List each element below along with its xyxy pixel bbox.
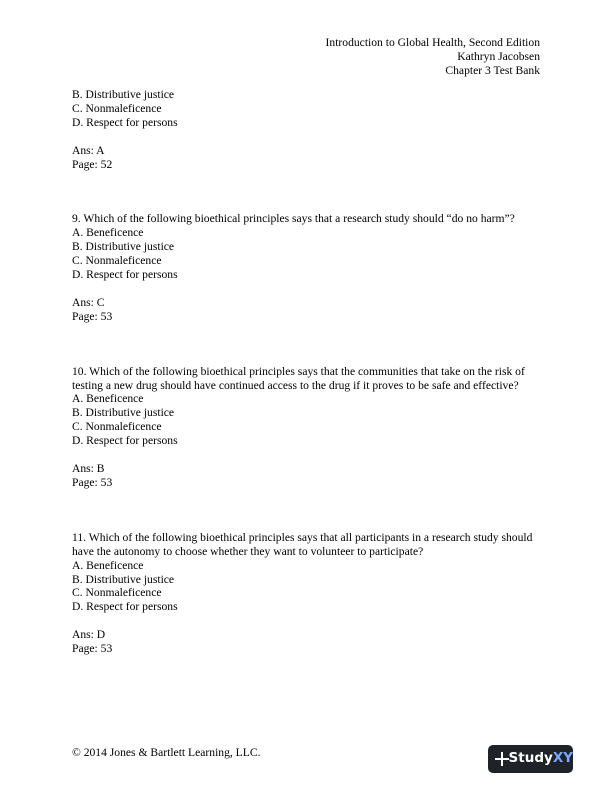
copyright-footer: © 2014 Jones & Bartlett Learning, LLC. bbox=[72, 746, 261, 759]
answer-option: D. Respect for persons bbox=[72, 115, 178, 129]
answer-option: D. Respect for persons bbox=[72, 434, 178, 448]
answer-option: C. Nonmaleficence bbox=[72, 420, 162, 434]
answer-key: Ans: C bbox=[72, 295, 105, 309]
answer-key: Ans: A bbox=[72, 143, 105, 157]
answer-option: C. Nonmaleficence bbox=[72, 101, 162, 115]
answer-option: B. Distributive justice bbox=[72, 572, 175, 586]
question-10 bbox=[72, 365, 542, 490]
question-text: 9. Which of the following bioethical principles says that a research study should “do no harm”? bbox=[72, 212, 515, 226]
page-reference: Page: 52 bbox=[72, 157, 113, 171]
page-reference: Page: 53 bbox=[72, 642, 113, 656]
book-title: Introduction to Global Health, Second Edition bbox=[325, 36, 540, 49]
brand-name: Study bbox=[508, 750, 553, 767]
page-reference: Page: 53 bbox=[72, 309, 113, 323]
page-reference: Page: 53 bbox=[72, 475, 113, 489]
answer-option: A. Beneficence bbox=[72, 558, 144, 572]
answer-option: A. Beneficence bbox=[72, 226, 144, 240]
page-header bbox=[326, 36, 540, 78]
answer-option: B. Distributive justice bbox=[72, 88, 175, 101]
question-text: 11. Which of the following bioethical principles says that all participants in a research study should have the autonomy to choose whether they want to volunteer to participate? bbox=[72, 530, 533, 558]
answer-key: Ans: B bbox=[72, 461, 105, 475]
answer-option: C. Nonmaleficence bbox=[72, 254, 162, 268]
answer-option: B. Distributive justice bbox=[72, 406, 175, 420]
brand-suffix: XY bbox=[552, 750, 573, 767]
plus-icon bbox=[495, 752, 503, 766]
question-9 bbox=[72, 212, 542, 323]
answer-option: A. Beneficence bbox=[72, 392, 144, 406]
author-name: Kathryn Jacobsen bbox=[457, 49, 540, 63]
test-bank-content bbox=[72, 88, 542, 656]
answer-key: Ans: D bbox=[72, 628, 106, 642]
question-11 bbox=[72, 531, 542, 656]
answer-option: C. Nonmaleficence bbox=[72, 586, 162, 600]
studyxy-badge[interactable] bbox=[488, 745, 573, 773]
question-text: 10. Which of the following bioethical principles says that the communities that take on the risk of testing a new drug should have continued access to the drug if it proves to be safe and effective? bbox=[72, 364, 525, 392]
chapter-label: Chapter 3 Test Bank bbox=[445, 63, 540, 77]
answer-option: D. Respect for persons bbox=[72, 600, 178, 614]
answer-option: B. Distributive justice bbox=[72, 240, 175, 254]
continued-question bbox=[72, 88, 542, 171]
answer-option: D. Respect for persons bbox=[72, 268, 178, 282]
